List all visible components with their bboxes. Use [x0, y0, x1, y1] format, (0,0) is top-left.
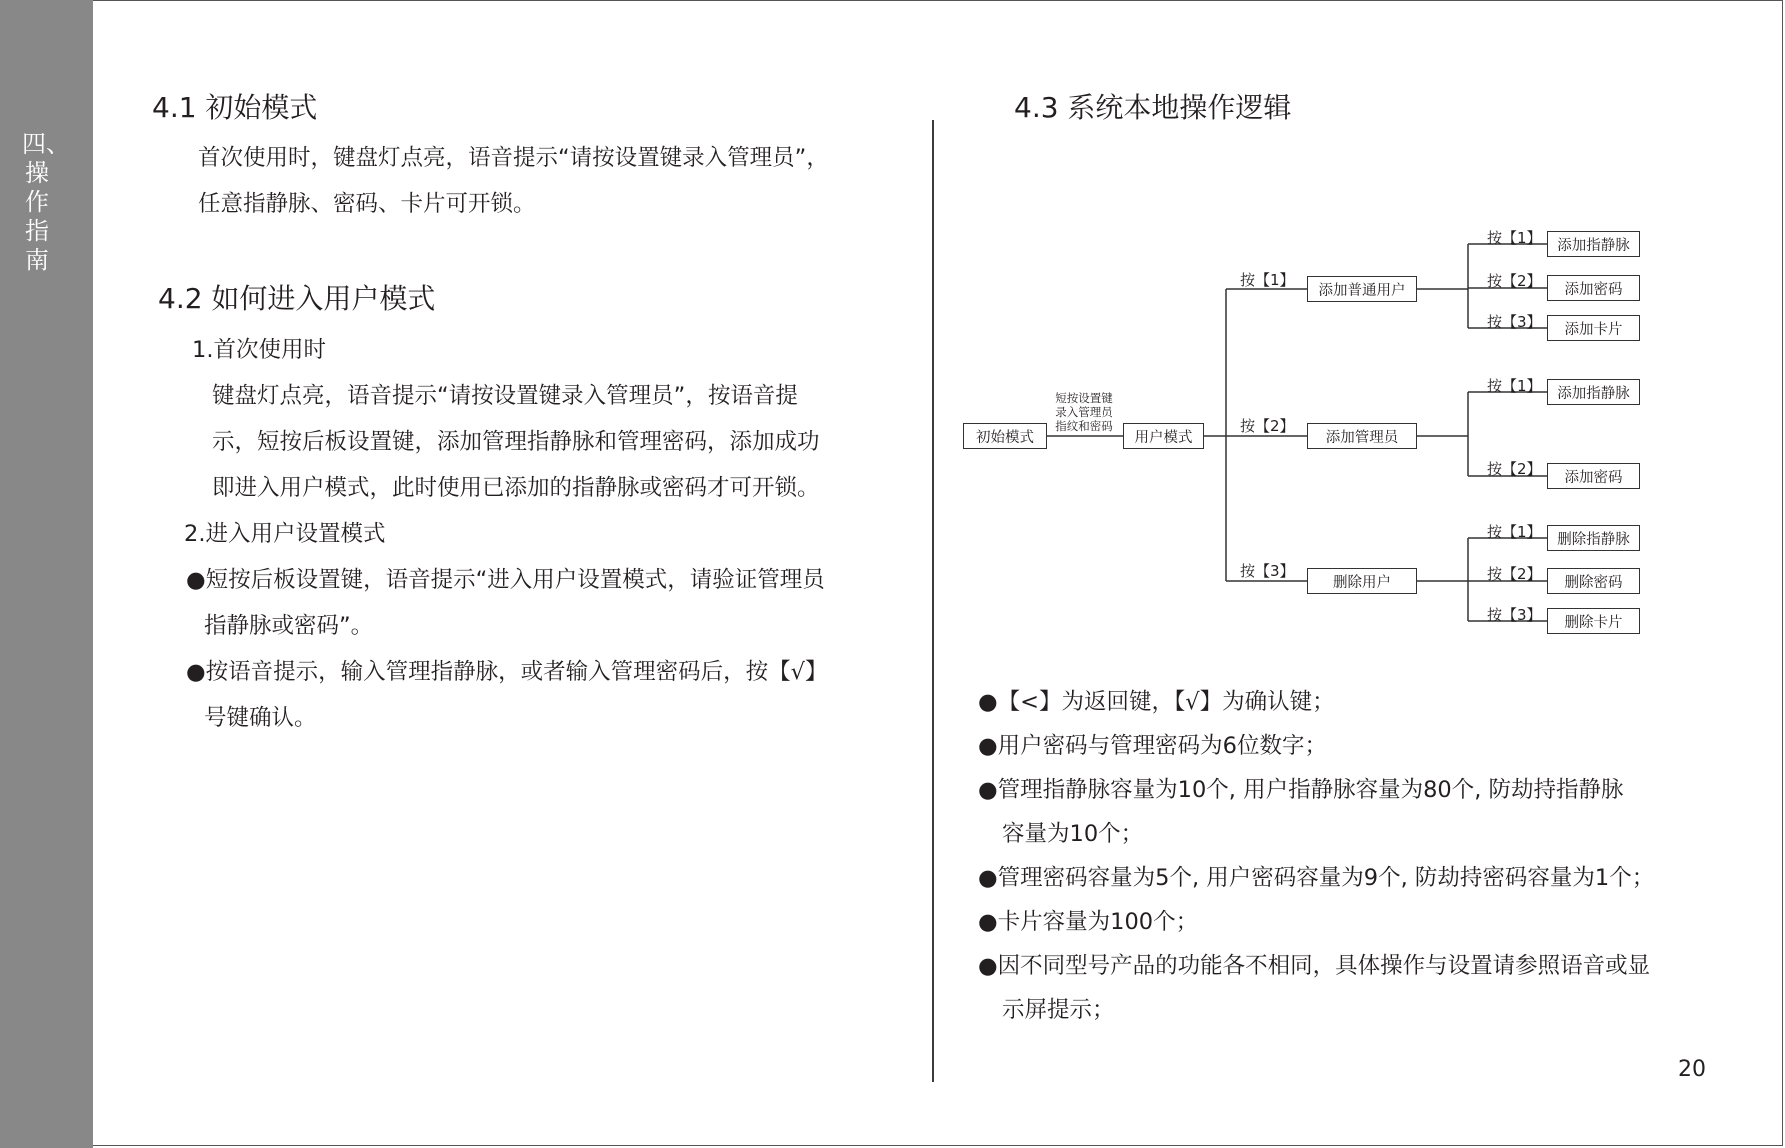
- key-label-1: 按【1】: [1487, 377, 1542, 395]
- node-add-normal-user: 添加普通用户: [1307, 276, 1417, 302]
- transition-note: [1044, 391, 1124, 433]
- note-line: 录入管理员: [1055, 405, 1113, 419]
- node-delete-vein: 删除指静脉: [1547, 525, 1640, 551]
- heading-4-3: 4.3 系统本地操作逻辑: [1014, 91, 1292, 124]
- paragraph-line: 任意指静脉、密码、卡片可开锁。: [198, 191, 536, 217]
- heading-4-1: 4.1 初始模式: [152, 91, 318, 124]
- page-number: 20: [1678, 1057, 1706, 1082]
- key-label-2: 按【2】: [1487, 565, 1542, 583]
- node-add-admin: 添加管理员: [1307, 423, 1417, 449]
- note-line: 容量为10个；: [1002, 821, 1144, 847]
- bullet-line: ●短按后板设置键，语音提示“进入用户设置模式，请验证管理员: [186, 567, 825, 593]
- bullet-line: 号键确认。: [204, 705, 317, 731]
- bullet-line: ●按语音提示，输入管理指静脉，或者输入管理密码后，按【√】: [186, 659, 828, 685]
- node-initial-mode: 初始模式: [963, 423, 1047, 449]
- key-label-2: 按【2】: [1487, 272, 1542, 290]
- note-line: ●用户密码与管理密码为6位数字；: [978, 733, 1327, 759]
- note-line: ●卡片容量为100个；: [978, 909, 1199, 935]
- subheading: 2.进入用户设置模式: [184, 521, 386, 547]
- note-line: ●【<】为返回键，【√】为确认键；: [978, 689, 1335, 715]
- subheading: 1.首次使用时: [192, 337, 326, 363]
- paragraph-line: 首次使用时，键盘灯点亮，语音提示“请按设置键录入管理员”，: [198, 145, 829, 171]
- section-title: 四、操作指南: [22, 130, 70, 274]
- bullet-line: 指静脉或密码”。: [204, 613, 374, 639]
- note-line: ●因不同型号产品的功能各不相同，具体操作与设置请参照语音或显: [978, 953, 1651, 979]
- paragraph-line: 键盘灯点亮，语音提示“请按设置键录入管理员”，按语音提: [212, 383, 798, 409]
- node-delete-password: 删除密码: [1547, 568, 1640, 594]
- node-add-password: 添加密码: [1547, 275, 1640, 301]
- note-line: ●管理指静脉容量为10个, 用户指静脉容量为80个, 防劫持指静脉: [978, 777, 1624, 803]
- key-label-1: 按【1】: [1487, 523, 1542, 541]
- key-label-2: 按【2】: [1240, 417, 1295, 435]
- note-line: 示屏提示；: [1002, 997, 1115, 1023]
- node-add-card: 添加卡片: [1547, 315, 1640, 341]
- key-label-1: 按【1】: [1240, 271, 1295, 289]
- paragraph-line: 示，短按后板设置键，添加管理指静脉和管理密码，添加成功: [212, 429, 820, 455]
- node-delete-user: 删除用户: [1307, 568, 1417, 594]
- key-label-1: 按【1】: [1487, 229, 1542, 247]
- key-label-3: 按【3】: [1240, 562, 1295, 580]
- node-add-vein: 添加指静脉: [1547, 379, 1640, 405]
- key-label-2: 按【2】: [1487, 460, 1542, 478]
- paragraph-line: 即进入用户模式，此时使用已添加的指静脉或密码才可开锁。: [212, 475, 820, 501]
- node-add-password: 添加密码: [1547, 463, 1640, 489]
- note-line: ●管理密码容量为5个, 用户密码容量为9个, 防劫持密码容量为1个；: [978, 865, 1655, 891]
- note-line: 指纹和密码: [1055, 419, 1113, 433]
- node-delete-card: 删除卡片: [1547, 608, 1640, 634]
- heading-4-2: 4.2 如何进入用户模式: [158, 282, 436, 315]
- note-line: 短按设置键: [1055, 391, 1113, 405]
- key-label-3: 按【3】: [1487, 313, 1542, 331]
- node-user-mode: 用户模式: [1123, 423, 1204, 449]
- node-add-vein: 添加指静脉: [1547, 231, 1640, 257]
- key-label-3: 按【3】: [1487, 606, 1542, 624]
